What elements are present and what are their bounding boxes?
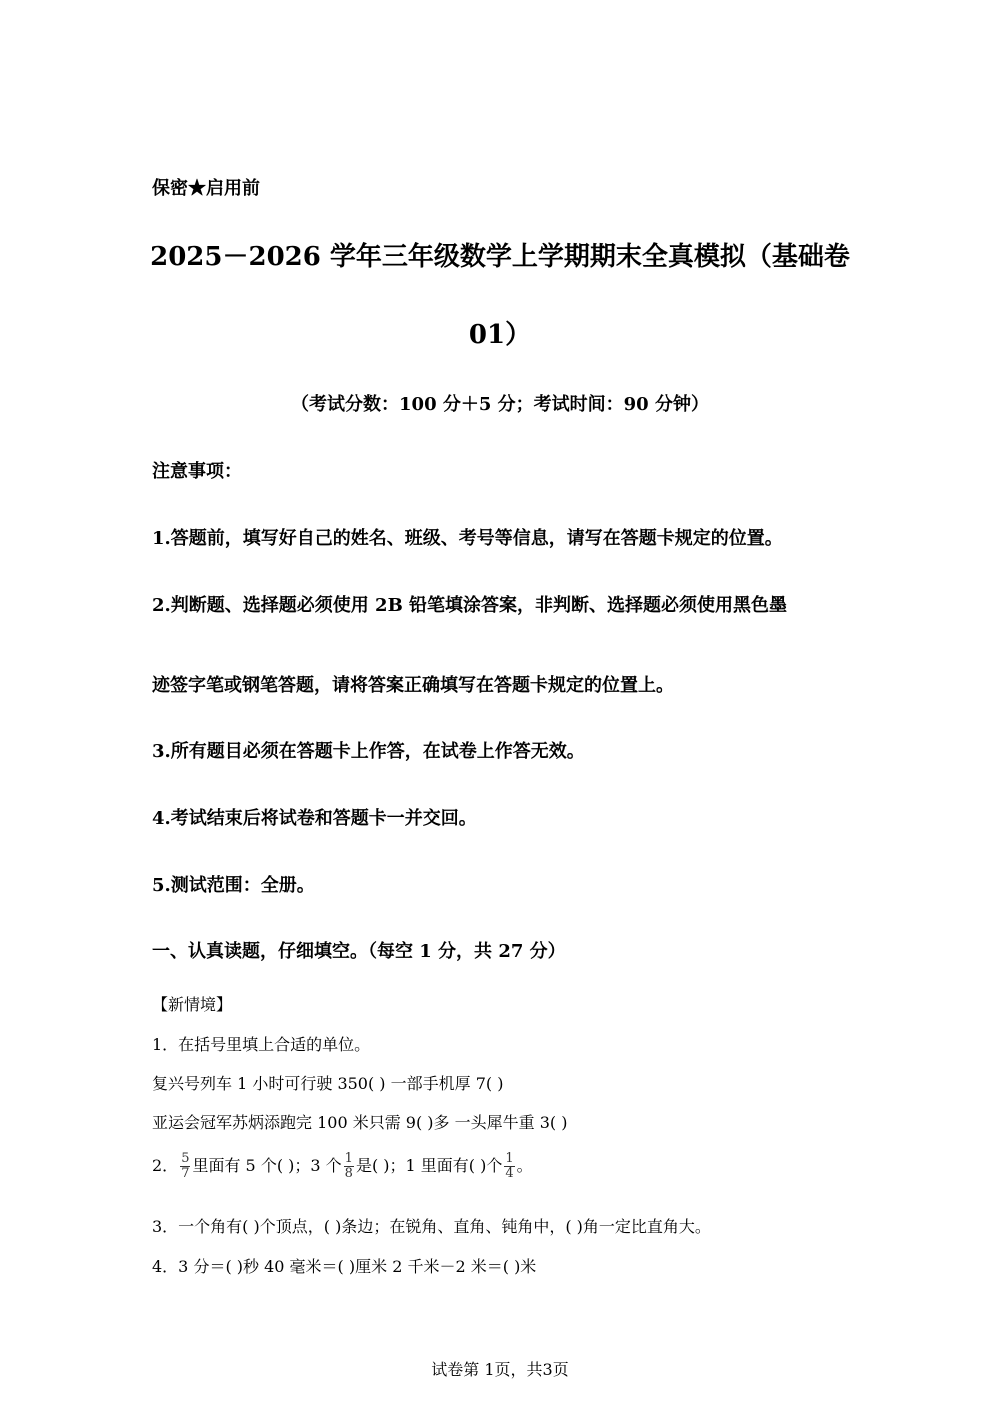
fraction-1-8: $\frac{1}{8}$ — [344, 1151, 353, 1181]
exam-subtitle: （考试分数：100 分＋5 分；考试时间：90 分钟） — [291, 394, 709, 415]
notice-item-5: 5.测试范围：全册。 — [152, 875, 315, 896]
question-2-part1: 里面有 5 个( )；3 个 — [192, 1156, 342, 1175]
confidential-label: 保密★启用前 — [152, 178, 260, 199]
question-2-part3: 。 — [516, 1156, 533, 1175]
question-3: 3．一个角有( )个顶点，( )条边；在锐角、直角、钝角中，( )角一定比直角大。 — [152, 1217, 711, 1236]
new-context-tag: 【新情境】 — [152, 995, 233, 1014]
question-4: 4．3 分＝( )秒 40 毫米＝( )厘米 2 千米－2 米＝( )米 — [152, 1257, 537, 1276]
question-2-part2: 是( )；1 里面有( )个 — [355, 1156, 503, 1175]
question-1-stem: 1．在括号里填上合适的单位。 — [152, 1035, 371, 1054]
exam-title-line1: 2025－2026 学年三年级数学上学期期末全真模拟（基础卷 — [150, 242, 850, 272]
notice-item-1: 1.答题前，填写好自己的姓名、班级、考号等信息，请写在答题卡规定的位置。 — [152, 528, 783, 549]
fraction-1-4: $\frac{1}{4}$ — [505, 1151, 514, 1181]
question-2-number: 2． — [152, 1156, 179, 1175]
notice-heading: 注意事项： — [152, 461, 242, 482]
notice-item-2-line2: 迹签字笔或钢笔答题，请将答案正确填写在答题卡规定的位置上。 — [152, 675, 674, 696]
section1-heading: 一、认真读题，仔细填空。（每空 1 分，共 27 分） — [152, 941, 566, 962]
page-footer: 试卷第 1页，共3页 — [431, 1360, 569, 1379]
notice-item-3: 3.所有题目必须在答题卡上作答，在试卷上作答无效。 — [152, 741, 585, 762]
question-1-line2: 亚运会冠军苏炳添跑完 100 米只需 9( )多 一头犀牛重 3( ) — [152, 1113, 568, 1132]
question-2 — [152, 1146, 533, 1186]
fraction-5-7: $\frac{5}{7}$ — [181, 1151, 190, 1181]
notice-item-4: 4.考试结束后将试卷和答题卡一并交回。 — [152, 808, 477, 829]
question-1-line1: 复兴号列车 1 小时可行驶 350( ) 一部手机厚 7( ) — [152, 1074, 504, 1093]
notice-item-2-line1: 2.判断题、选择题必须使用 2B 铅笔填涂答案，非判断、选择题必须使用黑色墨 — [152, 595, 788, 616]
exam-title-line2: 01） — [468, 320, 532, 350]
